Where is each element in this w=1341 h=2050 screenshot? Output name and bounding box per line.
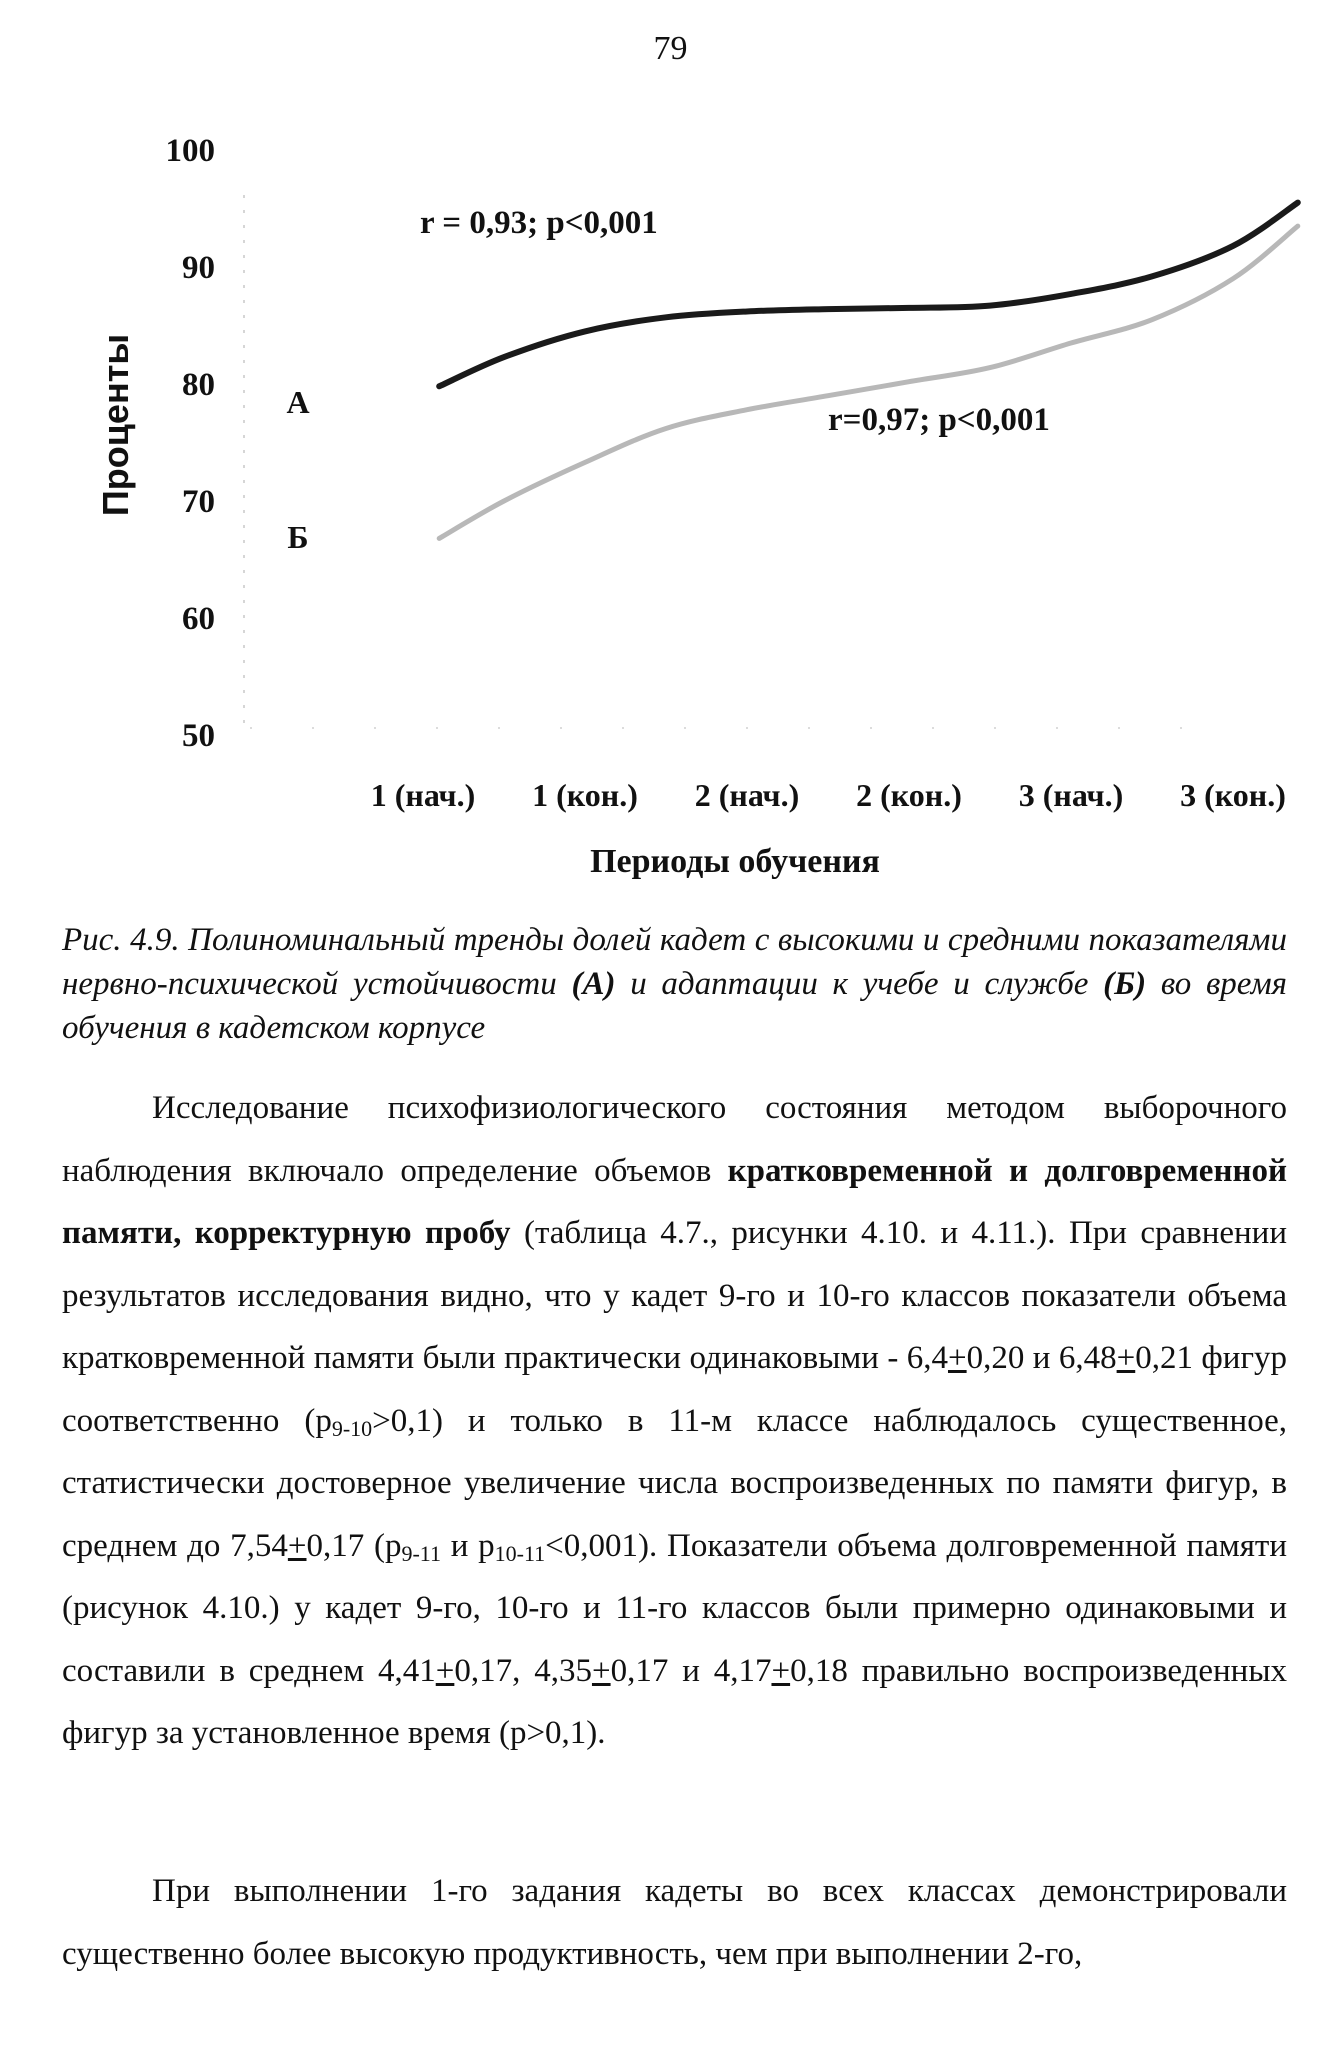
- y-tick-label: 80: [182, 367, 215, 403]
- y-tick-labels: [166, 133, 216, 754]
- p1-plusminus-6: +: [771, 1652, 791, 1689]
- y-tick-label: 50: [182, 718, 215, 754]
- p1-text-1: Исследование психофизиологического состояния методом выборочного наблюдения включало определение объемов: [62, 1090, 1287, 1189]
- p1-sub-2: 9-11: [401, 1540, 441, 1566]
- x-tick-label: 3 (нач.): [1018, 777, 1124, 813]
- x-tick-label: 2 (кон.): [856, 777, 962, 813]
- x-tick-label: 3 (кон.): [1180, 777, 1286, 813]
- p1-text-2: (таблица 4.7., рисунки 4.10. и 4.11.). При сравнении результатов исследования видно, что у кадет 9-го и 10-го классов показатели объема кратковременной памяти были практически одинаковыми - 6,4: [62, 1215, 1288, 1376]
- p1-plusminus-2: +: [1116, 1340, 1136, 1376]
- caption-mark-b: (Б): [1103, 966, 1147, 1002]
- p1-text-8: <0,001). Показатели объема долговременной памяти (рисунок 4.10.) у кадет 9-го, 10-го и 11-го классов были примерно одинаковыми и составили в среднем 4,41: [62, 1527, 1287, 1689]
- p1-plusminus-5: +: [591, 1652, 611, 1689]
- p1-plusminus-1: +: [947, 1340, 967, 1376]
- correlation-annotation-b: r=0,97; p<0,001: [828, 402, 1050, 438]
- series-label-a: А: [286, 384, 310, 420]
- x-axis-label: Периоды обучения: [590, 843, 880, 880]
- caption-suffix: во время обучения в кадетском корпусе: [62, 966, 1288, 1046]
- p1-plusminus-4: +: [435, 1652, 455, 1689]
- p1-text-9: 0,17, 4,35: [454, 1652, 592, 1689]
- y-tick-label: 70: [182, 484, 215, 520]
- figure-caption: [62, 918, 1287, 1050]
- p1-text-10: 0,17 и 4,17: [610, 1652, 772, 1689]
- x-tick-label: 1 (нач.): [370, 777, 476, 813]
- y-tick-label: 100: [165, 133, 215, 169]
- y-axis-label: Проценты: [95, 333, 136, 517]
- x-tick-label: 1 (кон.): [532, 777, 638, 813]
- p1-text-4: 0,21 фигур соответственно (p: [62, 1340, 1287, 1439]
- paragraph-tasks: [62, 1860, 1287, 1985]
- series-label-b: Б: [287, 519, 309, 555]
- y-tick-label: 90: [182, 250, 215, 286]
- correlation-annotation-a: r = 0,93; p<0,001: [420, 205, 658, 241]
- p1-sub-1: 9-10: [331, 1415, 373, 1441]
- p1-text-5: >0,1) и только в 11-м классе наблюдалось существенное, статистически достоверное увеличение числа воспроизведенных по памяти фигур, в среднем до 7,54: [62, 1402, 1288, 1564]
- p1-text-3: 0,20 и 6,48: [966, 1340, 1117, 1376]
- caption-mark-a: (А): [571, 966, 616, 1002]
- y-tick-label: 60: [182, 601, 215, 637]
- p1-plusminus-3: +: [287, 1527, 307, 1564]
- x-tick-label: 2 (нач.): [694, 777, 800, 813]
- trend-chart: [0, 0, 1341, 890]
- p1-bold-terms: кратковременной и долговременной памяти, корректурную пробу: [62, 1152, 1287, 1251]
- caption-prefix: Рис. 4.9. Полиноминальный тренды долей кадет с высокими и средними показателями нервно-психической устойчивости: [62, 922, 1287, 1002]
- p2-text: При выполнении 1-го задания кадеты во всех классах демонстрировали существенно более высокую продуктивность, чем при выполнении 2-го,: [62, 1873, 1287, 1972]
- page-number: 79: [653, 30, 688, 67]
- p1-text-7: и p: [441, 1527, 495, 1564]
- p1-text-6: 0,17 (p: [306, 1527, 402, 1564]
- x-tick-labels: [371, 777, 1286, 813]
- caption-middle: и адаптации к учебе и службе: [615, 966, 1104, 1002]
- p1-text-11: 0,18 правильно воспроизведенных фигур за установленное время (p>0,1).: [62, 1652, 1287, 1751]
- p1-sub-3: 10-11: [494, 1540, 546, 1566]
- paragraph-memory: [62, 1077, 1287, 1765]
